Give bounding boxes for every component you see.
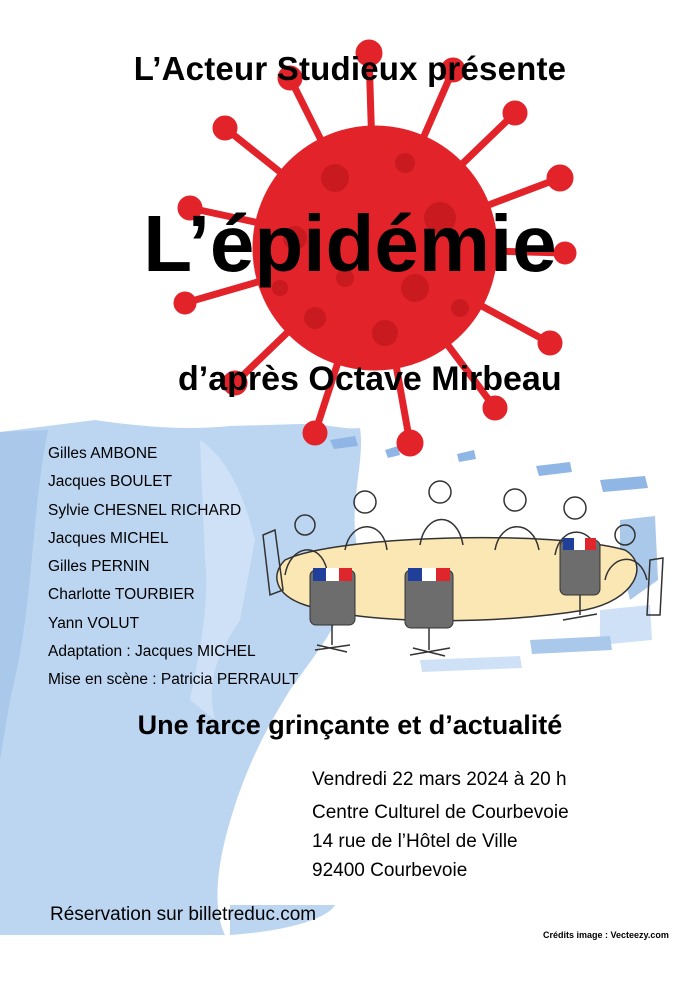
event-venue: Centre Culturel de Courbevoie xyxy=(312,802,569,823)
event-city: 92400 Courbevoie xyxy=(312,860,468,881)
reservation-info: Réservation sur billetreduc.com xyxy=(50,904,317,925)
flag-chair-center xyxy=(405,568,453,656)
cabinet-meeting-sketch xyxy=(255,440,675,680)
tagline: Une farce grinçante et d’actualité xyxy=(137,710,563,740)
event-street: 14 rue de l’Hôtel de Ville xyxy=(312,831,518,852)
cast-member: Yann VOLUT xyxy=(48,614,140,632)
cast-member: Jacques MICHEL xyxy=(48,529,169,547)
presenter-line: L’Acteur Studieux présente xyxy=(133,50,567,87)
cast-list xyxy=(48,440,298,695)
event-date: Vendredi 22 mars 2024 à 20 h xyxy=(312,769,567,790)
cast-member: Gilles AMBONE xyxy=(48,445,158,462)
adaptation-credit: Adaptation : Jacques MICHEL xyxy=(48,643,256,661)
cast-member: Jacques BOULET xyxy=(48,473,173,491)
cast-member: Charlotte TOURBIER xyxy=(48,586,195,604)
cast-member: Sylvie CHESNEL RICHARD xyxy=(48,501,242,519)
play-title: L’épidémie xyxy=(143,199,557,288)
cast-member: Gilles PERNIN xyxy=(48,558,150,576)
image-credits: Crédits image : Vecteezy.com xyxy=(543,930,669,940)
author-credit: d’après Octave Mirbeau xyxy=(178,360,562,398)
flag-chair-left xyxy=(310,568,355,652)
event-info xyxy=(312,765,569,885)
director-credit: Mise en scène : Patricia PERRAULT xyxy=(48,671,299,689)
